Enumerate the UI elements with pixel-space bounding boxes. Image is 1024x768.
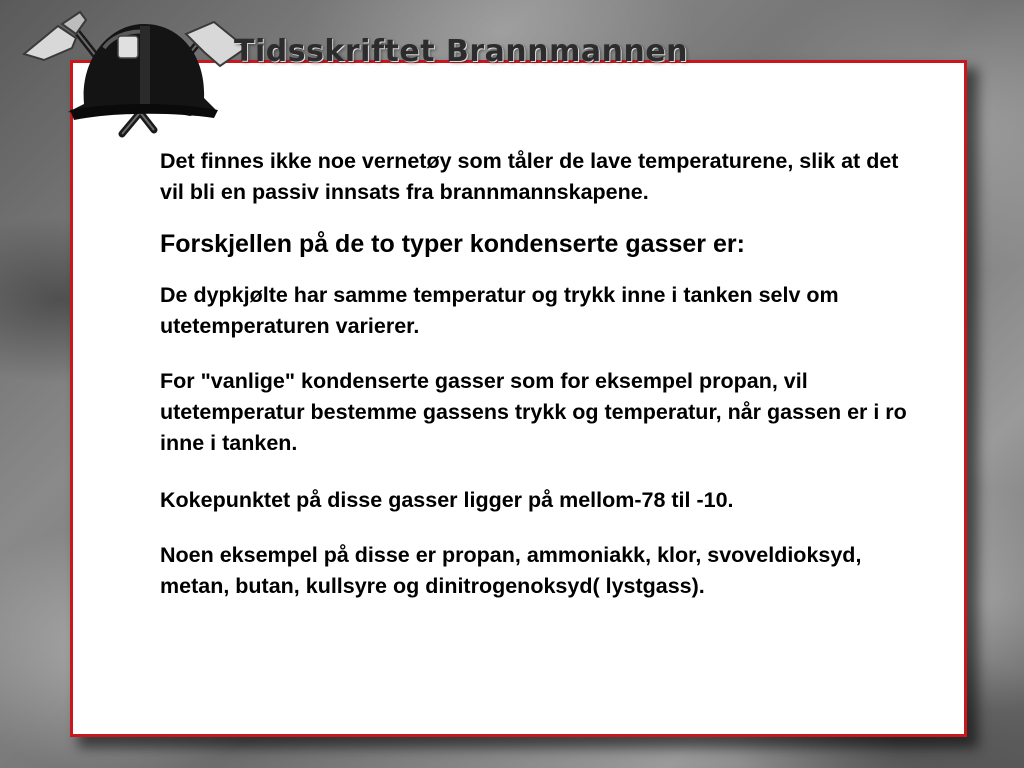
text-content — [160, 146, 910, 602]
paragraph-protective-gear: Det finnes ikke noe vernetøy som tåler de lave temperaturene, slik at det vil bli en passiv innsats fra brannmannskapene. — [160, 149, 899, 204]
page-title: Tidsskriftet Brannmannen — [234, 34, 689, 69]
paragraph-boiling-point: Kokepunktet på disse gasser ligger på mellom-78 til -10. — [160, 488, 734, 512]
paragraph-ordinary-gases: For "vanlige" kondenserte gasser som for eksempel propan, vil utetemperatur bestemme gassens trykk og temperatur, når gassen er i ro inne i tanken. — [160, 369, 907, 455]
firefighter-helmet-axes-icon — [14, 8, 244, 138]
section-heading: Forskjellen på de to typer kondenserte gasser er: — [160, 230, 745, 258]
paragraph-examples: Noen eksempel på disse er propan, ammoniakk, klor, svoveldioksyd, metan, butan, kullsyre og dinitrogenoksyd( lystgass). — [160, 543, 862, 598]
paragraph-refrigerated: De dypkjølte har samme temperatur og trykk inne i tanken selv om utetemperaturen varierer. — [160, 283, 839, 338]
